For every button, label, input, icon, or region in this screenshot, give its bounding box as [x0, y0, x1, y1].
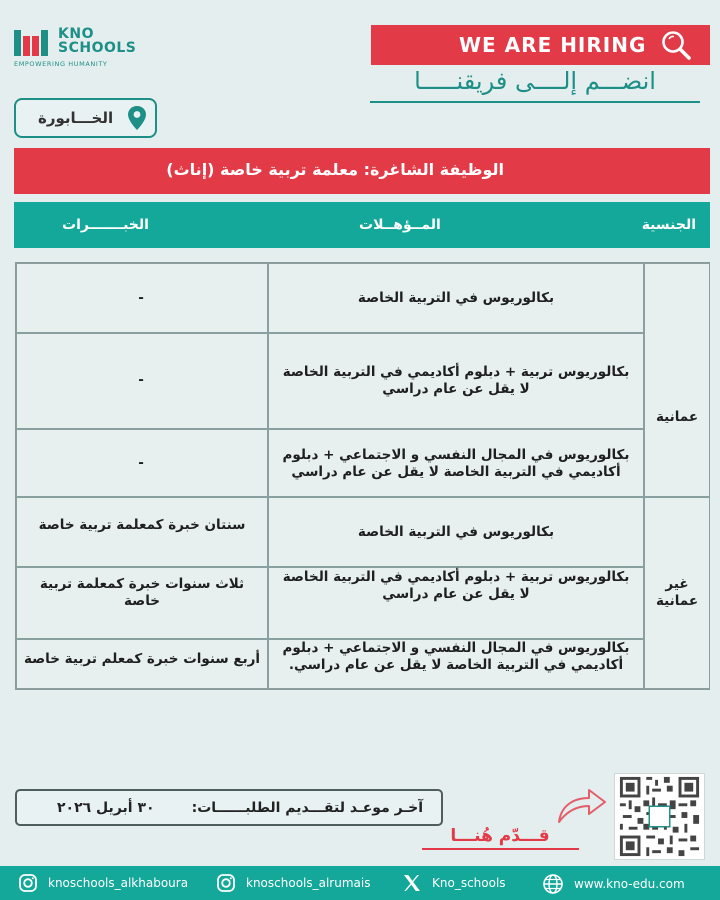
deadline-label: آخـر موعـد لتقـــديم الطلبــــــات: [191, 800, 423, 816]
x-icon [402, 873, 422, 893]
qr-code[interactable] [614, 773, 705, 860]
non-omani-label: غير عمانية [655, 576, 699, 609]
hiring-text: WE ARE HIRING [459, 33, 647, 57]
location-label: الخـــابورة [38, 109, 114, 127]
footer-website[interactable] [542, 873, 685, 895]
footer-text: knoschools_alrumais [246, 876, 371, 890]
logo-mark-icon [14, 30, 54, 56]
qr-code-icon [615, 774, 704, 859]
nationality-cell-omani [644, 263, 710, 497]
qualification-text: بكالوريوس تربية + دبلوم أكاديمي في التربية الخاصة لا يقل عن عام دراسي [282, 569, 630, 602]
map-pin-icon [127, 105, 147, 131]
header-nationality: الجنسية [641, 217, 696, 233]
kno-schools-logo [14, 26, 137, 70]
qualification-text: بكالوريوس في المجال النفسي و الاجتماعي + دبلوم أكاديمي في التربية الخاصة لا يقل عن عام دراسي. [282, 640, 630, 673]
experience-text: - [138, 290, 144, 306]
footer-text: knoschools_alkhaboura [48, 876, 189, 890]
footer-text: Kno_schools [432, 876, 506, 890]
qualification-text: بكالوريوس في التربية الخاصة [357, 524, 555, 540]
instagram-icon [216, 873, 236, 893]
search-icon [660, 29, 692, 61]
footer-instagram-alkhaboura[interactable] [18, 873, 188, 893]
apply-here-link[interactable]: قـــدّم هُنـــا [450, 826, 550, 846]
apply-underline [422, 848, 579, 850]
brand-tagline: EMPOWERING HUMANITY [14, 60, 108, 68]
footer-bar [0, 866, 720, 900]
globe-icon [542, 873, 564, 895]
footer-instagram-alrumais[interactable] [216, 873, 370, 893]
brand-name: KNO SCHOOLS [58, 26, 137, 56]
qualification-text: بكالوريوس تربية + دبلوم أكاديمي في التربية الخاصة لا يقل عن عام دراسي [282, 364, 630, 397]
instagram-icon [18, 873, 38, 893]
experience-text: - [138, 455, 144, 471]
header-qualifications: المــؤهــلات [359, 217, 441, 233]
curved-arrow-icon [553, 784, 608, 826]
job-title: الوظيفة الشاغرة: معلمة تربية خاصة (إناث) [166, 160, 504, 179]
qualification-text: بكالوريوس في المجال النفسي و الاجتماعي + دبلوم أكاديمي في التربية الخاصة لا يقل عن عام دراسي [282, 447, 630, 480]
join-underline [370, 101, 700, 103]
deadline-value: ٣٠ أبريل ٢٠٢٦ [57, 800, 155, 816]
table-header [14, 202, 710, 248]
experience-text: - [138, 372, 144, 388]
deadline-box [15, 789, 443, 826]
experience-text: سنتان خبرة كمعلمة تربية خاصة [38, 517, 246, 533]
join-our-team-text: انضـــم إلــــى فريقنـــــا [414, 67, 656, 95]
experience-text: ثلاث سنوات خبرة كمعلمة تربية خاصة [39, 576, 245, 609]
footer-text: www.kno-edu.com [574, 877, 685, 891]
location-badge [14, 98, 157, 138]
qualification-text: بكالوريوس في التربية الخاصة [357, 290, 555, 306]
requirements-table [15, 262, 710, 690]
header-experience: الخبـــــــرات [62, 217, 149, 233]
omani-label: عمانية [655, 409, 699, 425]
experience-text: أربع سنوات خبرة كمعلم تربية خاصة [23, 651, 261, 667]
job-title-banner [14, 148, 710, 194]
footer-x-account[interactable] [402, 873, 506, 893]
hiring-banner [371, 25, 710, 65]
